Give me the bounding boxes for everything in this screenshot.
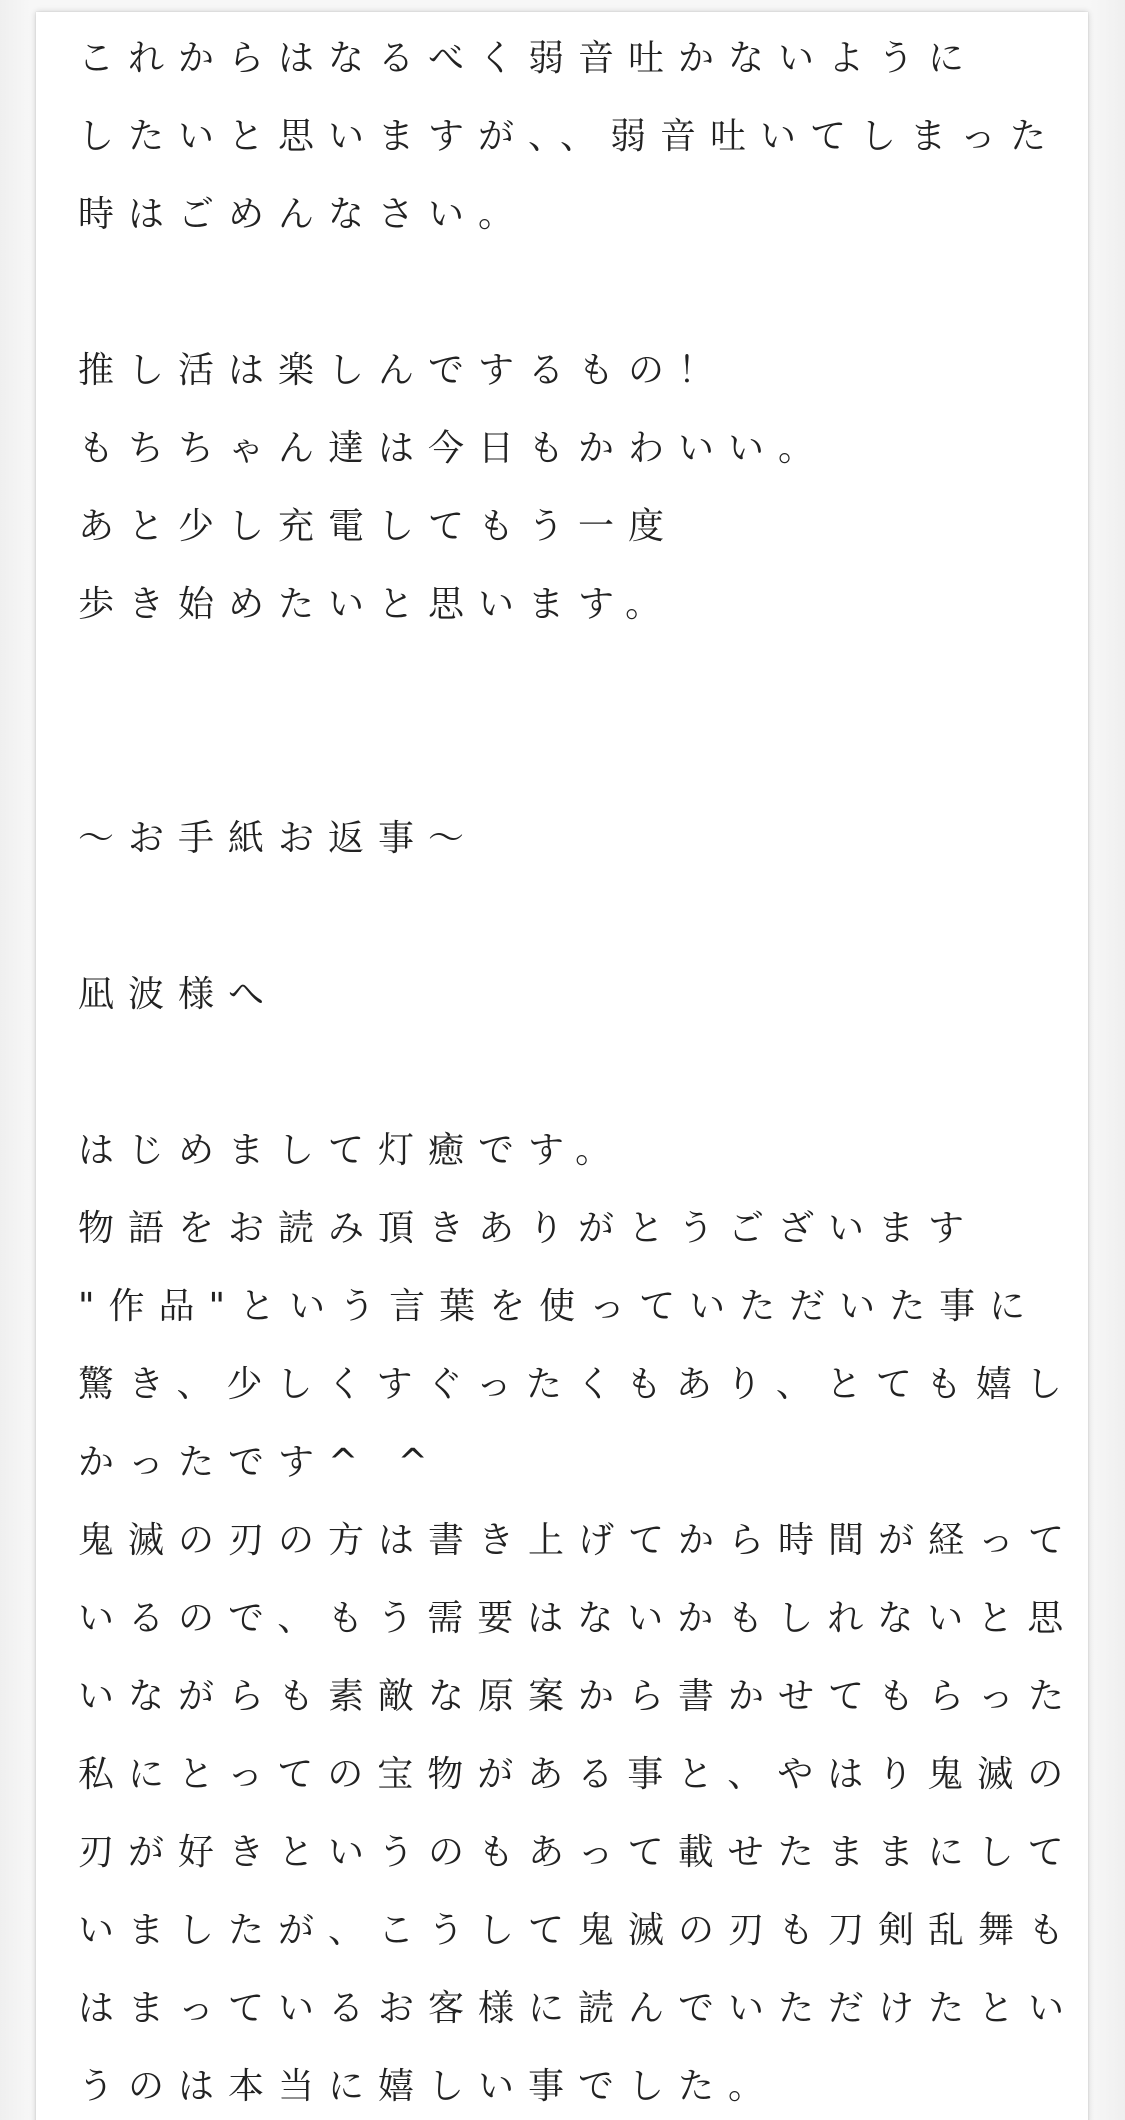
text-line: 鬼滅の刃の方は書き上げてから時間が経って xyxy=(78,1520,1079,1561)
text-line: うのは本当に嬉しい事でした。 xyxy=(78,2066,779,2107)
text-line: 物語をお読み頂きありがとうございます xyxy=(78,1208,979,1249)
blank-line xyxy=(78,722,1078,800)
text-line: これからはなるべく弱音吐かないように xyxy=(78,38,979,79)
letter-salutation: 凪波様へ xyxy=(78,974,279,1015)
blank-line xyxy=(78,878,1078,956)
text-line: したいと思いますが、、弱音吐いてしまった xyxy=(78,116,1061,157)
text-line: いましたが、こうして鬼滅の刃も刀剣乱舞も xyxy=(78,1910,1079,1951)
text-line: 私にとっての宝物がある事と、やはり鬼滅の xyxy=(78,1754,1078,1795)
text-line: 刃が好きというのもあって載せたままにして xyxy=(78,1832,1078,1873)
text-line: いながらも素敵な原案から書かせてもらった xyxy=(78,1676,1079,1717)
text-line: はじめまして灯癒です。 xyxy=(78,1130,626,1171)
blank-line xyxy=(78,1034,1078,1112)
text-line: かったです^ ^ xyxy=(78,1442,442,1483)
document-body xyxy=(78,20,1078,2120)
blank-line xyxy=(78,644,1078,722)
text-line: 歩き始めたいと思います。 xyxy=(78,584,676,625)
text-line: はまっているお客様に読んでいただけたとい xyxy=(78,1988,1079,2029)
text-line: "作品"という言葉を使っていただいた事に xyxy=(78,1286,1040,1327)
text-line: 時はごめんなさい。 xyxy=(78,194,529,235)
text-line: いるので、もう需要はないかもしれないと思 xyxy=(78,1598,1078,1639)
text-line: 推し活は楽しんでするもの！ xyxy=(78,350,729,391)
blank-line xyxy=(78,254,1078,332)
text-line: もちちゃん達は今日もかわいい。 xyxy=(78,428,829,469)
section-heading: ～お手紙お返事～ xyxy=(78,818,479,859)
text-line: あと少し充電してもう一度 xyxy=(78,506,679,547)
text-line: 驚き、少しくすぐったくもあり、とても嬉し xyxy=(78,1364,1076,1405)
